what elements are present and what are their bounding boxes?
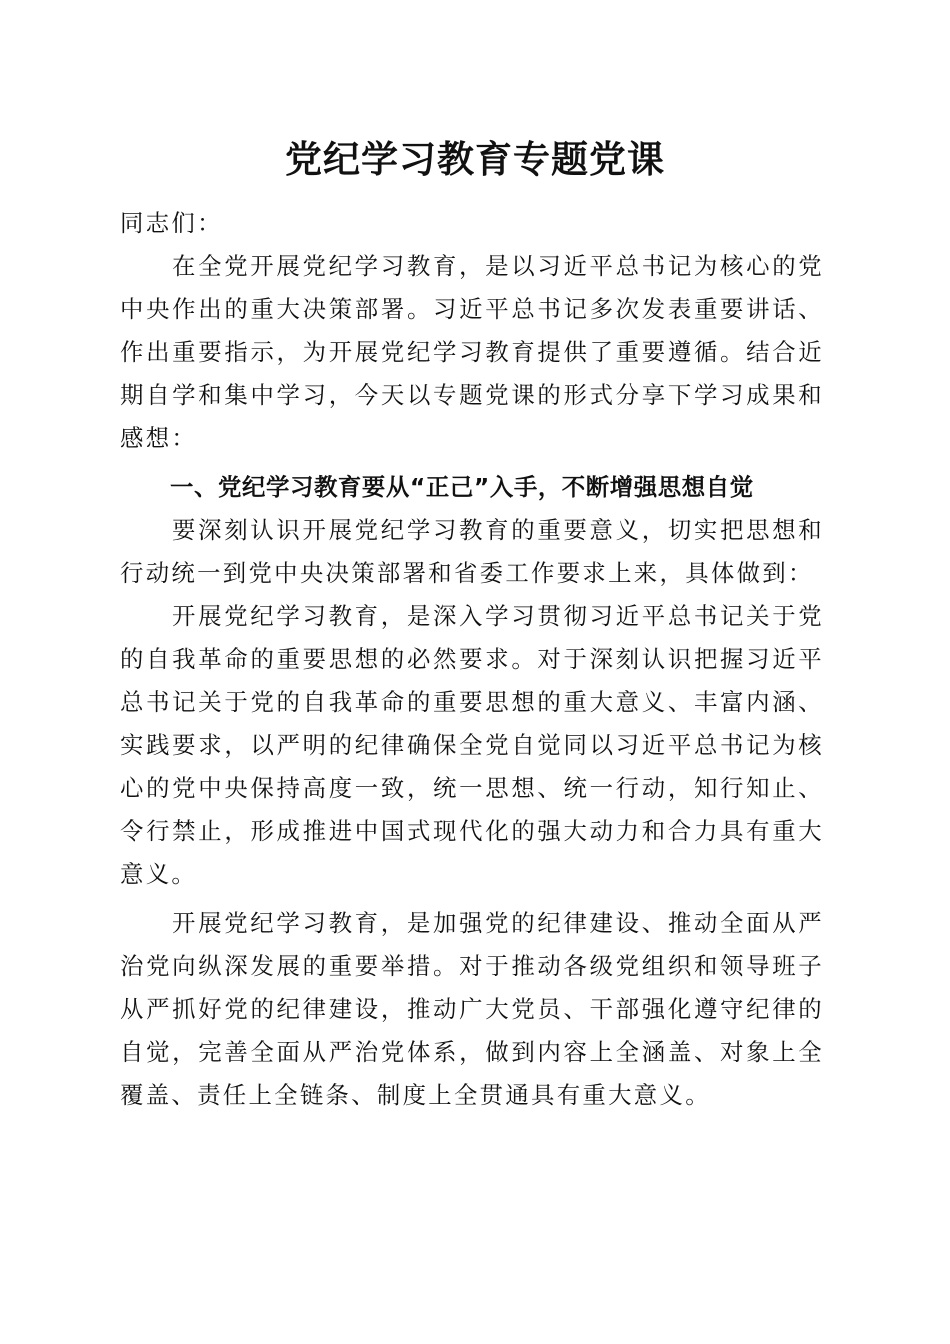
section-1-heading: 一、党纪学习教育要从“正己”入手，不断增强思想自觉 xyxy=(170,473,754,501)
document-title: 党纪学习教育专题党课 xyxy=(285,137,665,181)
section-1-paragraph-3: 开展党纪学习教育，是加强党的纪律建设、推动全面从严治党向纵深发展的重要举措。对于推动各级党组织和领导班子从严抓好党的纪律建设，推动广大党员、干部强化遵守纪律的自觉，完善全面从严治党体系，做到内容上全涵盖、对象上全覆盖、责任上全链条、制度上全贯通具有重大意义。 xyxy=(120,909,824,1109)
section-1-paragraph-1: 要深刻认识开展党纪学习教育的重要意义，切实把思想和行动统一到党中央决策部署和省委工作要求上来，具体做到： xyxy=(120,516,824,587)
intro-paragraph: 在全党开展党纪学习教育，是以习近平总书记为核心的党中央作出的重大决策部署。习近平总书记多次发表重要讲话、作出重要指示，为开展党纪学习教育提供了重要遵循。结合近期自学和集中学习，今天以专题党课的形式分享下学习成果和感想： xyxy=(120,252,824,452)
section-1-paragraph-2: 开展党纪学习教育，是深入学习贯彻习近平总书记关于党的自我革命的重要思想的必然要求。对于深刻认识把握习近平总书记关于党的自我革命的重要思想的重大意义、丰富内涵、实践要求，以严明的纪律确保全党自觉同以习近平总书记为核心的党中央保持高度一致，统一思想、统一行动，知行知止、令行禁止，形成推进中国式现代化的强大动力和合力具有重大意义。 xyxy=(120,602,824,888)
document-body xyxy=(120,202,824,1117)
salutation: 同志们： xyxy=(120,209,223,237)
